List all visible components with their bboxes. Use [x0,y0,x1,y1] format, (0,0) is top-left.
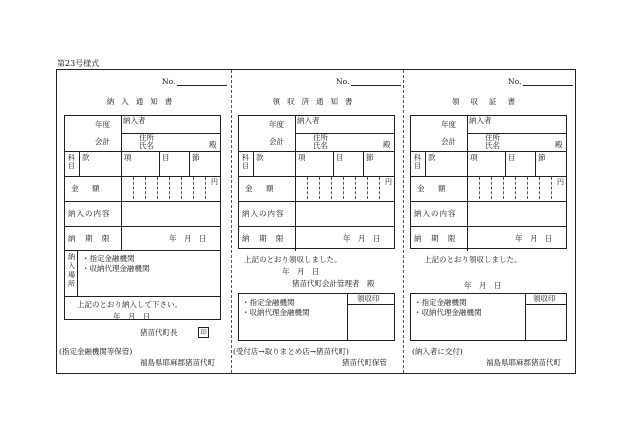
issuer-name: 猪苗代町長 [140,328,178,337]
yen-label: 円 [557,178,564,186]
setsu-label: 節 [366,153,374,162]
notice-section [56,69,230,374]
name-label: 氏名 [313,141,328,150]
subject-label: 科目 [414,154,421,170]
amount-label: 金 額 [71,184,103,193]
moku-label: 目 [162,153,170,162]
footer-right: 猪苗代町保管 [342,358,387,367]
payer-label: 納入者 [469,116,492,125]
deadline-label: 納 期 限 [68,234,111,243]
bank-stamp-box [410,293,567,341]
amount-label: 金 額 [245,184,277,193]
yen-label: 円 [211,178,218,186]
content-label: 納入の内容 [68,209,111,218]
message-date: 年 月 日 [113,312,151,321]
kou-label: 項 [124,153,132,162]
message-date: 年 月 日 [282,267,320,276]
subject-label: 科目 [242,154,249,170]
moku-label: 目 [336,153,344,162]
number-field[interactable]: No. [162,77,227,86]
receipt-message: 上記のとおり領収しました。 [424,255,522,264]
name-label: 氏名 [139,141,154,150]
receipt-message: 上記のとおり領収しました。 [244,255,342,264]
payer-label: 納入者 [297,116,320,125]
section-title: 領収証書 [452,97,526,106]
deadline-date: 年 月 日 [169,234,207,243]
account-label: 会計 [269,137,284,146]
receipt-notice-table [238,115,395,249]
bank-item: ・収納代理金融機関 [242,308,310,317]
receipt-stamp-label: 領収印 [533,294,556,303]
receipt-notice-section [230,69,402,374]
kan-label: 款 [256,153,264,162]
honorific-label: 殿 [555,140,563,149]
kou-label: 項 [470,153,478,162]
payment-place-label: 納入場所 [68,253,75,288]
address-label: 住所 [313,133,328,142]
addressee-name: 猪苗代町会計管理者 殿 [292,279,375,288]
content-label: 納入の内容 [414,209,457,218]
bank-stamp-box [238,293,395,341]
deadline-date: 年 月 日 [515,234,553,243]
address-label: 住所 [485,133,500,142]
moku-label: 目 [508,153,516,162]
kan-label: 款 [82,153,90,162]
account-label: 会計 [95,137,110,146]
fiscal-year-label: 年度 [441,120,456,129]
content-label: 納入の内容 [242,209,285,218]
footer-right: 福島県耶麻郡猪苗代町 [140,358,215,367]
name-label: 氏名 [485,141,500,150]
fiscal-year-label: 年度 [269,120,284,129]
address-label: 住所 [139,133,154,142]
setsu-label: 節 [538,153,546,162]
number-field[interactable]: No. [336,77,401,86]
honorific-label: 殿 [209,140,217,149]
bank-item: ・収納代理金融機関 [414,308,482,317]
footer-left: (受付店→取りまとめ店→猪苗代町) [233,347,349,356]
place-item: ・収納代理金融機関 [82,264,150,273]
receipt-section [402,69,576,374]
amount-label: 金 額 [417,184,449,193]
footer-right: 福島県耶麻郡猪苗代町 [486,358,561,367]
form-number-label: 第23号様式 [57,59,100,68]
footer-left: (納入者に交付) [412,347,463,356]
notice-table [64,115,221,320]
message-date: 年 月 日 [464,281,502,290]
fiscal-year-label: 年度 [95,120,110,129]
number-field[interactable]: No. [508,77,573,86]
bank-item: ・指定金融機関 [242,298,295,307]
receipt-table [410,115,567,249]
bank-item: ・指定金融機関 [414,298,467,307]
deadline-label: 納 期 限 [414,234,457,243]
deadline-date: 年 月 日 [343,234,381,243]
setsu-label: 節 [192,153,200,162]
honorific-label: 殿 [383,140,391,149]
section-title: 納入通知書 [106,97,180,106]
yen-label: 円 [385,178,392,186]
seal-mark: 印 [198,327,209,338]
account-label: 会計 [441,137,456,146]
receipt-stamp-label: 領収印 [357,294,380,303]
footer-left: (指定金融機関等保管) [59,347,133,356]
section-title: 領収済通知書 [272,97,360,106]
deadline-label: 納 期 限 [242,234,285,243]
kou-label: 項 [298,153,306,162]
payer-label: 納入者 [123,116,146,125]
notice-message: 上記のとおり納入して下さい。 [77,300,182,309]
kan-label: 款 [428,153,436,162]
place-item: ・指定金融機関 [82,254,135,263]
subject-label: 科目 [68,154,75,170]
